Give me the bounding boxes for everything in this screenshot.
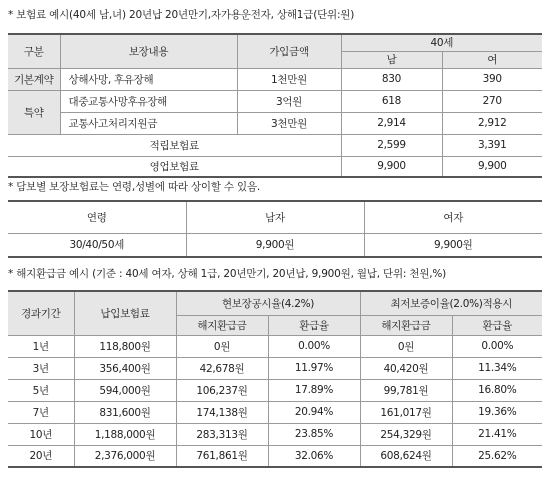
period-cell: 20년 — [8, 445, 74, 467]
header-refund: 해지환급금 — [360, 315, 452, 335]
paid-cell: 2,376,000원 — [74, 445, 176, 467]
coverage-premium-note: * 담보별 보장보험료는 연령,성별에 따라 상이할 수 있음. — [8, 181, 261, 193]
female-premium-cell: 9,900원 — [364, 233, 542, 257]
age-cell: 30/40/50세 — [8, 233, 186, 257]
header-male: 남자 — [186, 201, 364, 233]
paid-cell: 594,000원 — [74, 379, 176, 401]
header-age: 연령 — [8, 201, 186, 233]
male-premium-cell: 9,900원 — [186, 233, 364, 257]
category-cell: 특약 — [8, 90, 60, 134]
refund-min-cell: 0원 — [360, 335, 452, 357]
refund-current-cell: 42,678원 — [176, 357, 268, 379]
header-paid: 납입보험료 — [74, 291, 176, 335]
amount-cell: 1천만원 — [237, 68, 341, 90]
period-cell: 3년 — [8, 357, 74, 379]
coverage-cell: 대중교통사망후유장해 — [60, 90, 237, 112]
business-premium-label: 영업보험료 — [8, 156, 341, 177]
header-rate: 환급율 — [452, 315, 542, 335]
header-period: 경과기간 — [8, 291, 74, 335]
table-row — [8, 68, 542, 90]
header-male: 남 — [341, 51, 442, 68]
male-premium-cell: 618 — [341, 90, 442, 112]
rate-min-cell: 11.34% — [452, 357, 542, 379]
table-row — [8, 112, 542, 134]
header-coverage: 보장내용 — [60, 34, 237, 68]
paid-cell: 1,188,000원 — [74, 423, 176, 445]
amount-cell: 3억원 — [237, 90, 341, 112]
rate-min-cell: 25.62% — [452, 445, 542, 467]
paid-cell: 831,600원 — [74, 401, 176, 423]
header-female: 여 — [442, 51, 542, 68]
male-premium-cell: 2,914 — [341, 112, 442, 134]
rate-current-cell: 0.00% — [268, 335, 360, 357]
refund-min-cell: 40,420원 — [360, 357, 452, 379]
coverage-cell: 상해사망, 후유장해 — [60, 68, 237, 90]
period-cell: 1년 — [8, 335, 74, 357]
table-row — [8, 379, 542, 401]
female-premium-cell: 390 — [442, 68, 542, 90]
rate-current-cell: 11.97% — [268, 357, 360, 379]
refund-min-cell: 254,329원 — [360, 423, 452, 445]
refund-current-cell: 283,313원 — [176, 423, 268, 445]
category-cell: 기본계약 — [8, 68, 60, 90]
refund-current-cell: 174,138원 — [176, 401, 268, 423]
table-row — [8, 357, 542, 379]
refund-table — [8, 290, 542, 468]
coverage-cell: 교통사고처리지원금 — [60, 112, 237, 134]
rate-min-cell: 0.00% — [452, 335, 542, 357]
period-cell: 5년 — [8, 379, 74, 401]
refund-example-note: * 해지환급금 예시 (기준 : 40세 여자, 상해 1급, 20년만기, 20년납, 9,900원, 월납, 단위: 천원,%) — [8, 268, 447, 280]
refund-current-cell: 0원 — [176, 335, 268, 357]
table-row — [8, 134, 542, 156]
period-cell: 10년 — [8, 423, 74, 445]
age-premium-table — [8, 200, 542, 258]
table-row — [8, 423, 542, 445]
header-rate: 환급율 — [268, 315, 360, 335]
business-premium-female: 9,900 — [442, 156, 542, 177]
refund-min-cell: 161,017원 — [360, 401, 452, 423]
table-row — [8, 233, 542, 257]
refund-min-cell: 99,781원 — [360, 379, 452, 401]
header-refund: 해지환급금 — [176, 315, 268, 335]
header-current-rate: 현보장공시율(4.2%) — [176, 291, 360, 315]
table-row — [8, 445, 542, 467]
header-female: 여자 — [364, 201, 542, 233]
rate-min-cell: 19.36% — [452, 401, 542, 423]
table-row — [8, 90, 542, 112]
table-row — [8, 335, 542, 357]
refund-min-cell: 608,624원 — [360, 445, 452, 467]
refund-current-cell: 106,237원 — [176, 379, 268, 401]
table-row — [8, 156, 542, 177]
amount-cell: 3천만원 — [237, 112, 341, 134]
premium-example-note: * 보험료 예시(40세 남,녀) 20년납 20년만기,자가용운전자, 상해1급(단위:원) — [8, 9, 355, 21]
business-premium-male: 9,900 — [341, 156, 442, 177]
savings-premium-label: 적립보험료 — [8, 134, 341, 156]
female-premium-cell: 2,912 — [442, 112, 542, 134]
header-min-rate: 최저보증이율(2.0%)적용시 — [360, 291, 542, 315]
premium-table — [8, 33, 542, 178]
male-premium-cell: 830 — [341, 68, 442, 90]
header-age: 40세 — [341, 34, 542, 51]
rate-min-cell: 21.41% — [452, 423, 542, 445]
period-cell: 7년 — [8, 401, 74, 423]
header-category: 구분 — [8, 34, 60, 68]
rate-current-cell: 23.85% — [268, 423, 360, 445]
refund-current-cell: 761,861원 — [176, 445, 268, 467]
rate-current-cell: 20.94% — [268, 401, 360, 423]
table-row — [8, 401, 542, 423]
header-amount: 가입금액 — [237, 34, 341, 68]
paid-cell: 118,800원 — [74, 335, 176, 357]
rate-current-cell: 32.06% — [268, 445, 360, 467]
savings-premium-female: 3,391 — [442, 134, 542, 156]
female-premium-cell: 270 — [442, 90, 542, 112]
rate-min-cell: 16.80% — [452, 379, 542, 401]
savings-premium-male: 2,599 — [341, 134, 442, 156]
rate-current-cell: 17.89% — [268, 379, 360, 401]
paid-cell: 356,400원 — [74, 357, 176, 379]
